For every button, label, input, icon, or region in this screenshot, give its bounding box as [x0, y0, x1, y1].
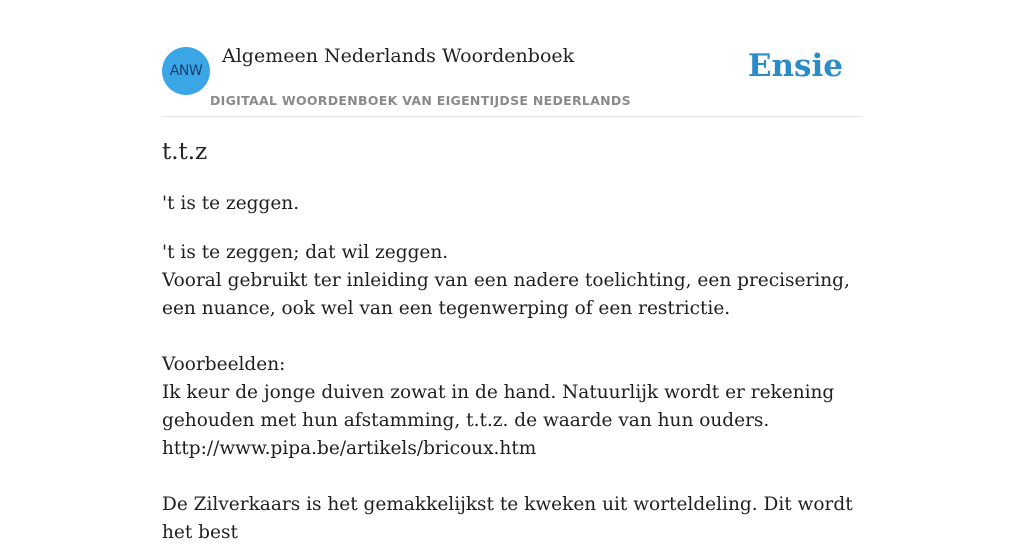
examples-label: Voorbeelden:: [162, 354, 286, 375]
example-source: http://www.pipa.be/artikels/bricoux.htm: [162, 438, 537, 459]
spacer: [162, 323, 867, 351]
entry-definition: 't is te zeggen; dat wil zeggen.: [162, 242, 449, 263]
logo-text: ANW: [169, 63, 203, 79]
entry-body: [162, 239, 867, 547]
site-subtitle: DIGITAAL WOORDENBOEK VAN EIGENTIJDSE NEDERLANDS: [210, 93, 631, 108]
example-text: Ik keur de jonge duiven zowat in de hand. Natuurlijk wordt er rekening gehouden met hun afstamming, t.t.z. de waarde van hun ouders.: [162, 382, 835, 431]
spacer: [162, 463, 867, 491]
ensie-brand-logo[interactable]: Ensie: [747, 48, 843, 84]
anw-logo[interactable]: [162, 47, 210, 95]
example-text: De Zilverkaars is het gemakkelijkst te kweken uit worteldeling. Dit wordt het best: [162, 494, 853, 543]
site-header: [162, 0, 862, 117]
entry-summary: 't is te zeggen.: [162, 193, 300, 214]
entry-usage: Vooral gebruikt ter inleiding van een nadere toelichting, een precisering, een nuance, ook wel van een tegenwerping of een restrictie.: [162, 270, 850, 319]
entry-term: t.t.z: [162, 139, 208, 165]
site-title[interactable]: Algemeen Nederlands Woordenboek: [222, 45, 575, 67]
page: [162, 0, 862, 543]
